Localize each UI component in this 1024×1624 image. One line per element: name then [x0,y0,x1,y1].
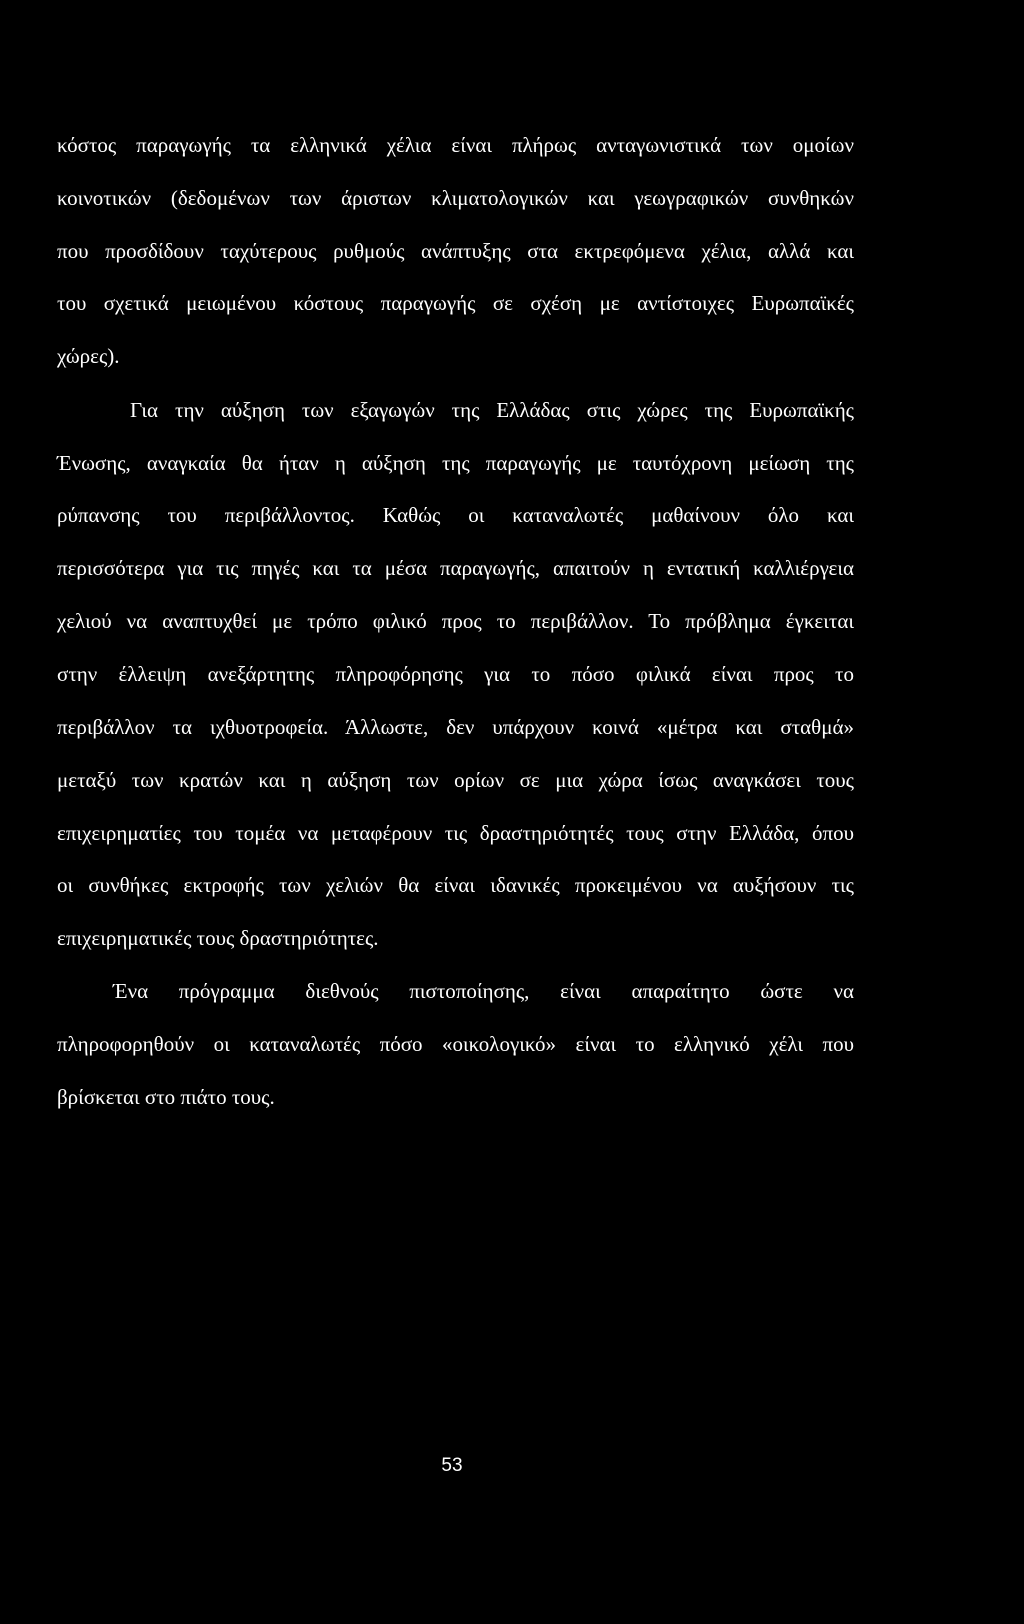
text-line: ρύπανσης του περιβάλλοντος. Καθώς οι καταναλωτές μαθαίνουν όλο και [57,503,854,527]
text-line: στην έλλειψη ανεξάρτητης πληροφόρησης για το πόσο φιλικά είναι προς το [57,662,854,686]
text-line: μεταξύ των κρατών και η αύξηση των ορίων σε μια χώρα ίσως αναγκάσει τους [57,768,854,792]
text-line: πληροφορηθούν οι καταναλωτές πόσο «οικολογικό» είναι το ελληνικό χέλι που [57,1032,854,1056]
text-line: περισσότερα για τις πηγές και τα μέσα παραγωγής, απαιτούν η εντατική καλλιέργεια [57,556,854,580]
text-line: χελιού να αναπτυχθεί με τρόπο φιλικό προς το περιβάλλον. Το πρόβλημα έγκειται [57,609,854,633]
text-line: του σχετικά μειωμένου κόστους παραγωγής σε σχέση με αντίστοιχες Ευρωπαϊκές [57,291,854,315]
paragraph-first-line: Ένα πρόγραμμα διεθνούς πιστοποίησης, είναι απαραίτητο ώστε να [113,979,854,1003]
text-line: Ένωσης, αναγκαία θα ήταν η αύξηση της παραγωγής με ταυτόχρονη μείωση της [57,451,854,475]
text-line: που προσδίδουν ταχύτερους ρυθμούς ανάπτυξης στα εκτρεφόμενα χέλια, αλλά και [57,239,854,263]
text-line: επιχειρηματικές τους δραστηριότητες. [57,926,379,950]
text-line: κοινοτικών (δεδομένων των άριστων κλιματολογικών και γεωγραφικών συνθηκών [57,186,854,210]
text-line: χώρες). [57,344,120,368]
text-line: οι συνθήκες εκτροφής των χελιών θα είναι ιδανικές προκειμένου να αυξήσουν τις [57,873,854,897]
text-line: βρίσκεται στο πιάτο τους. [57,1085,275,1109]
page-number: 53 [441,1455,463,1476]
text-line: κόστος παραγωγής τα ελληνικά χέλια είναι πλήρως ανταγωνιστικά των ομοίων [57,133,854,157]
text-line: περιβάλλον τα ιχθυοτροφεία. Άλλωστε, δεν υπάρχουν κοινά «μέτρα και σταθμά» [57,715,854,739]
text-line: επιχειρηματίες του τομέα να μεταφέρουν τις δραστηριότητές τους στην Ελλάδα, όπου [57,821,854,845]
paragraph-first-line: Για την αύξηση των εξαγωγών της Ελλάδας στις χώρες της Ευρωπαϊκής [130,398,854,422]
